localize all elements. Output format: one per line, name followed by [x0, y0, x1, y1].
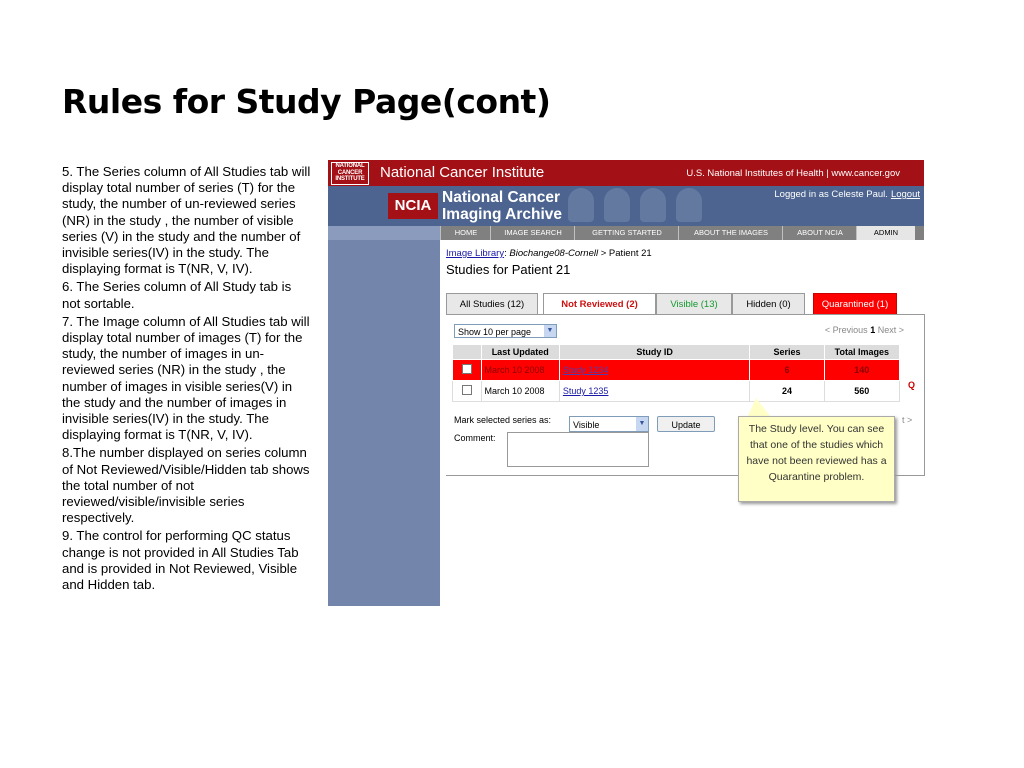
comment-textarea[interactable] [507, 432, 649, 467]
rule-8: 8.The number displayed on series column of Not Reviewed/Visible/Hidden tab shows the total number of not reviewed/visible/invisible series respectively. [62, 445, 310, 526]
logout-link[interactable]: Logout [890, 189, 920, 200]
rule-5: 5. The Series column of All Studies tab will display total number of series (T) for the study, the number of un-reviewed series (NR) in the study , the number of visible series (V) in the study and the number of invisible series(IV) in the study. The displaying format is T(NR, V, IV). [62, 164, 311, 277]
nav-getting-started[interactable]: GETTING STARTED [574, 226, 679, 240]
study-link[interactable]: Study 1234 [562, 365, 609, 375]
breadcrumb-sep: : [504, 248, 507, 259]
table-row[interactable] [453, 381, 900, 402]
per-page-select[interactable] [454, 324, 557, 338]
nih-links[interactable]: U.S. National Institutes of Health | www.cancer.gov [686, 168, 900, 179]
pager-bottom-next[interactable]: t > [902, 415, 913, 425]
row-images: 560 [824, 381, 899, 402]
mark-status-select[interactable] [569, 416, 649, 432]
ncia-title-line2: Imaging Archive [442, 206, 563, 223]
mark-status-value: Visible [573, 420, 600, 430]
nav-home[interactable]: HOME [440, 226, 491, 240]
study-link[interactable]: Study 1235 [562, 386, 609, 396]
row-date: March 10 2008 [481, 360, 559, 381]
login-status [774, 189, 920, 200]
quarantine-flag: Q [908, 380, 916, 390]
nav-image-search[interactable]: IMAGE SEARCH [490, 226, 575, 240]
breadcrumb [446, 248, 652, 259]
pager-current-page: 1 [870, 325, 876, 335]
rules-text [62, 164, 312, 595]
annotation-callout: The Study level. You can see that one of the studies which have not been reviewed has a Quarantine problem. [738, 416, 895, 502]
main-nav [440, 226, 924, 240]
ncia-screenshot [328, 160, 924, 606]
nav-about-images[interactable]: ABOUT THE IMAGES [678, 226, 783, 240]
col-last-updated: Last Updated [481, 345, 559, 360]
nav-admin[interactable]: ADMIN [856, 226, 915, 240]
tab-not-reviewed[interactable]: Not Reviewed (2) [543, 293, 656, 315]
rule-9: 9. The control for performing QC status change is not provided in All Studies Tab and is provided in Not Reviewed, Visible and Hidden tab. [62, 528, 299, 593]
row-checkbox[interactable] [462, 385, 472, 395]
tab-visible[interactable]: Visible (13) [656, 293, 732, 314]
row-series: 24 [750, 381, 824, 402]
col-series: Series [750, 345, 824, 360]
tab-quarantined[interactable]: Quarantined (1) [813, 293, 897, 314]
comment-label: Comment: [454, 433, 496, 443]
col-select [453, 345, 482, 360]
ncia-title-line1: National Cancer [442, 189, 561, 206]
chevron-down-icon: ▼ [636, 417, 648, 431]
nci-header-bar [328, 160, 924, 186]
ncia-logo: NCIA [388, 193, 438, 219]
mark-selected-label: Mark selected series as: [454, 415, 552, 425]
table-header [453, 345, 900, 360]
breadcrumb-patient: > Patient 21 [598, 248, 652, 259]
table-row[interactable] [453, 360, 900, 381]
left-sidebar [328, 226, 440, 606]
row-images: 140 [824, 360, 899, 381]
studies-table [452, 344, 900, 402]
pager-previous[interactable]: < Previous [824, 325, 868, 335]
logged-in-text: Logged in as Celeste Paul. [774, 189, 888, 200]
tab-all-studies[interactable]: All Studies (12) [446, 293, 538, 314]
nav-about-ncia[interactable]: ABOUT NCIA [782, 226, 857, 240]
col-study-id: Study ID [559, 345, 749, 360]
per-page-value: Show 10 per page [458, 327, 532, 337]
ncia-banner [328, 186, 924, 226]
ncia-title [442, 189, 562, 223]
col-total-images: Total Images [824, 345, 899, 360]
slide-title: Rules for Study Page(cont) [62, 82, 551, 121]
row-date: March 10 2008 [481, 381, 559, 402]
breadcrumb-project: Biochange08-Cornell [509, 248, 599, 259]
row-checkbox[interactable] [462, 364, 472, 374]
rule-7: 7. The Image column of All Studies tab will display total number of images (T) for the study, the number of images in un-reviewed series (NR) in the study , the number of images in visible series(V) in the study and the number of images in invisible series(IV) in the study. The displaying format is T(NR, V, IV). [62, 313, 310, 443]
rule-6: 6. The Series column of All Study tab is not sortable. [62, 279, 292, 311]
nci-name[interactable]: National Cancer Institute [380, 164, 545, 181]
update-button[interactable]: Update [657, 416, 715, 432]
nci-logo[interactable]: NATIONAL CANCER INSTITUTE [331, 162, 369, 185]
pager-next[interactable]: Next > [877, 325, 904, 335]
tab-hidden[interactable]: Hidden (0) [732, 293, 805, 314]
callout-pointer [748, 398, 770, 416]
row-series: 6 [750, 360, 824, 381]
page-heading: Studies for Patient 21 [446, 262, 571, 277]
breadcrumb-image-library[interactable]: Image Library [446, 248, 505, 259]
pager [825, 325, 904, 335]
chevron-down-icon: ▼ [544, 325, 556, 337]
banner-figures-image [568, 188, 728, 226]
